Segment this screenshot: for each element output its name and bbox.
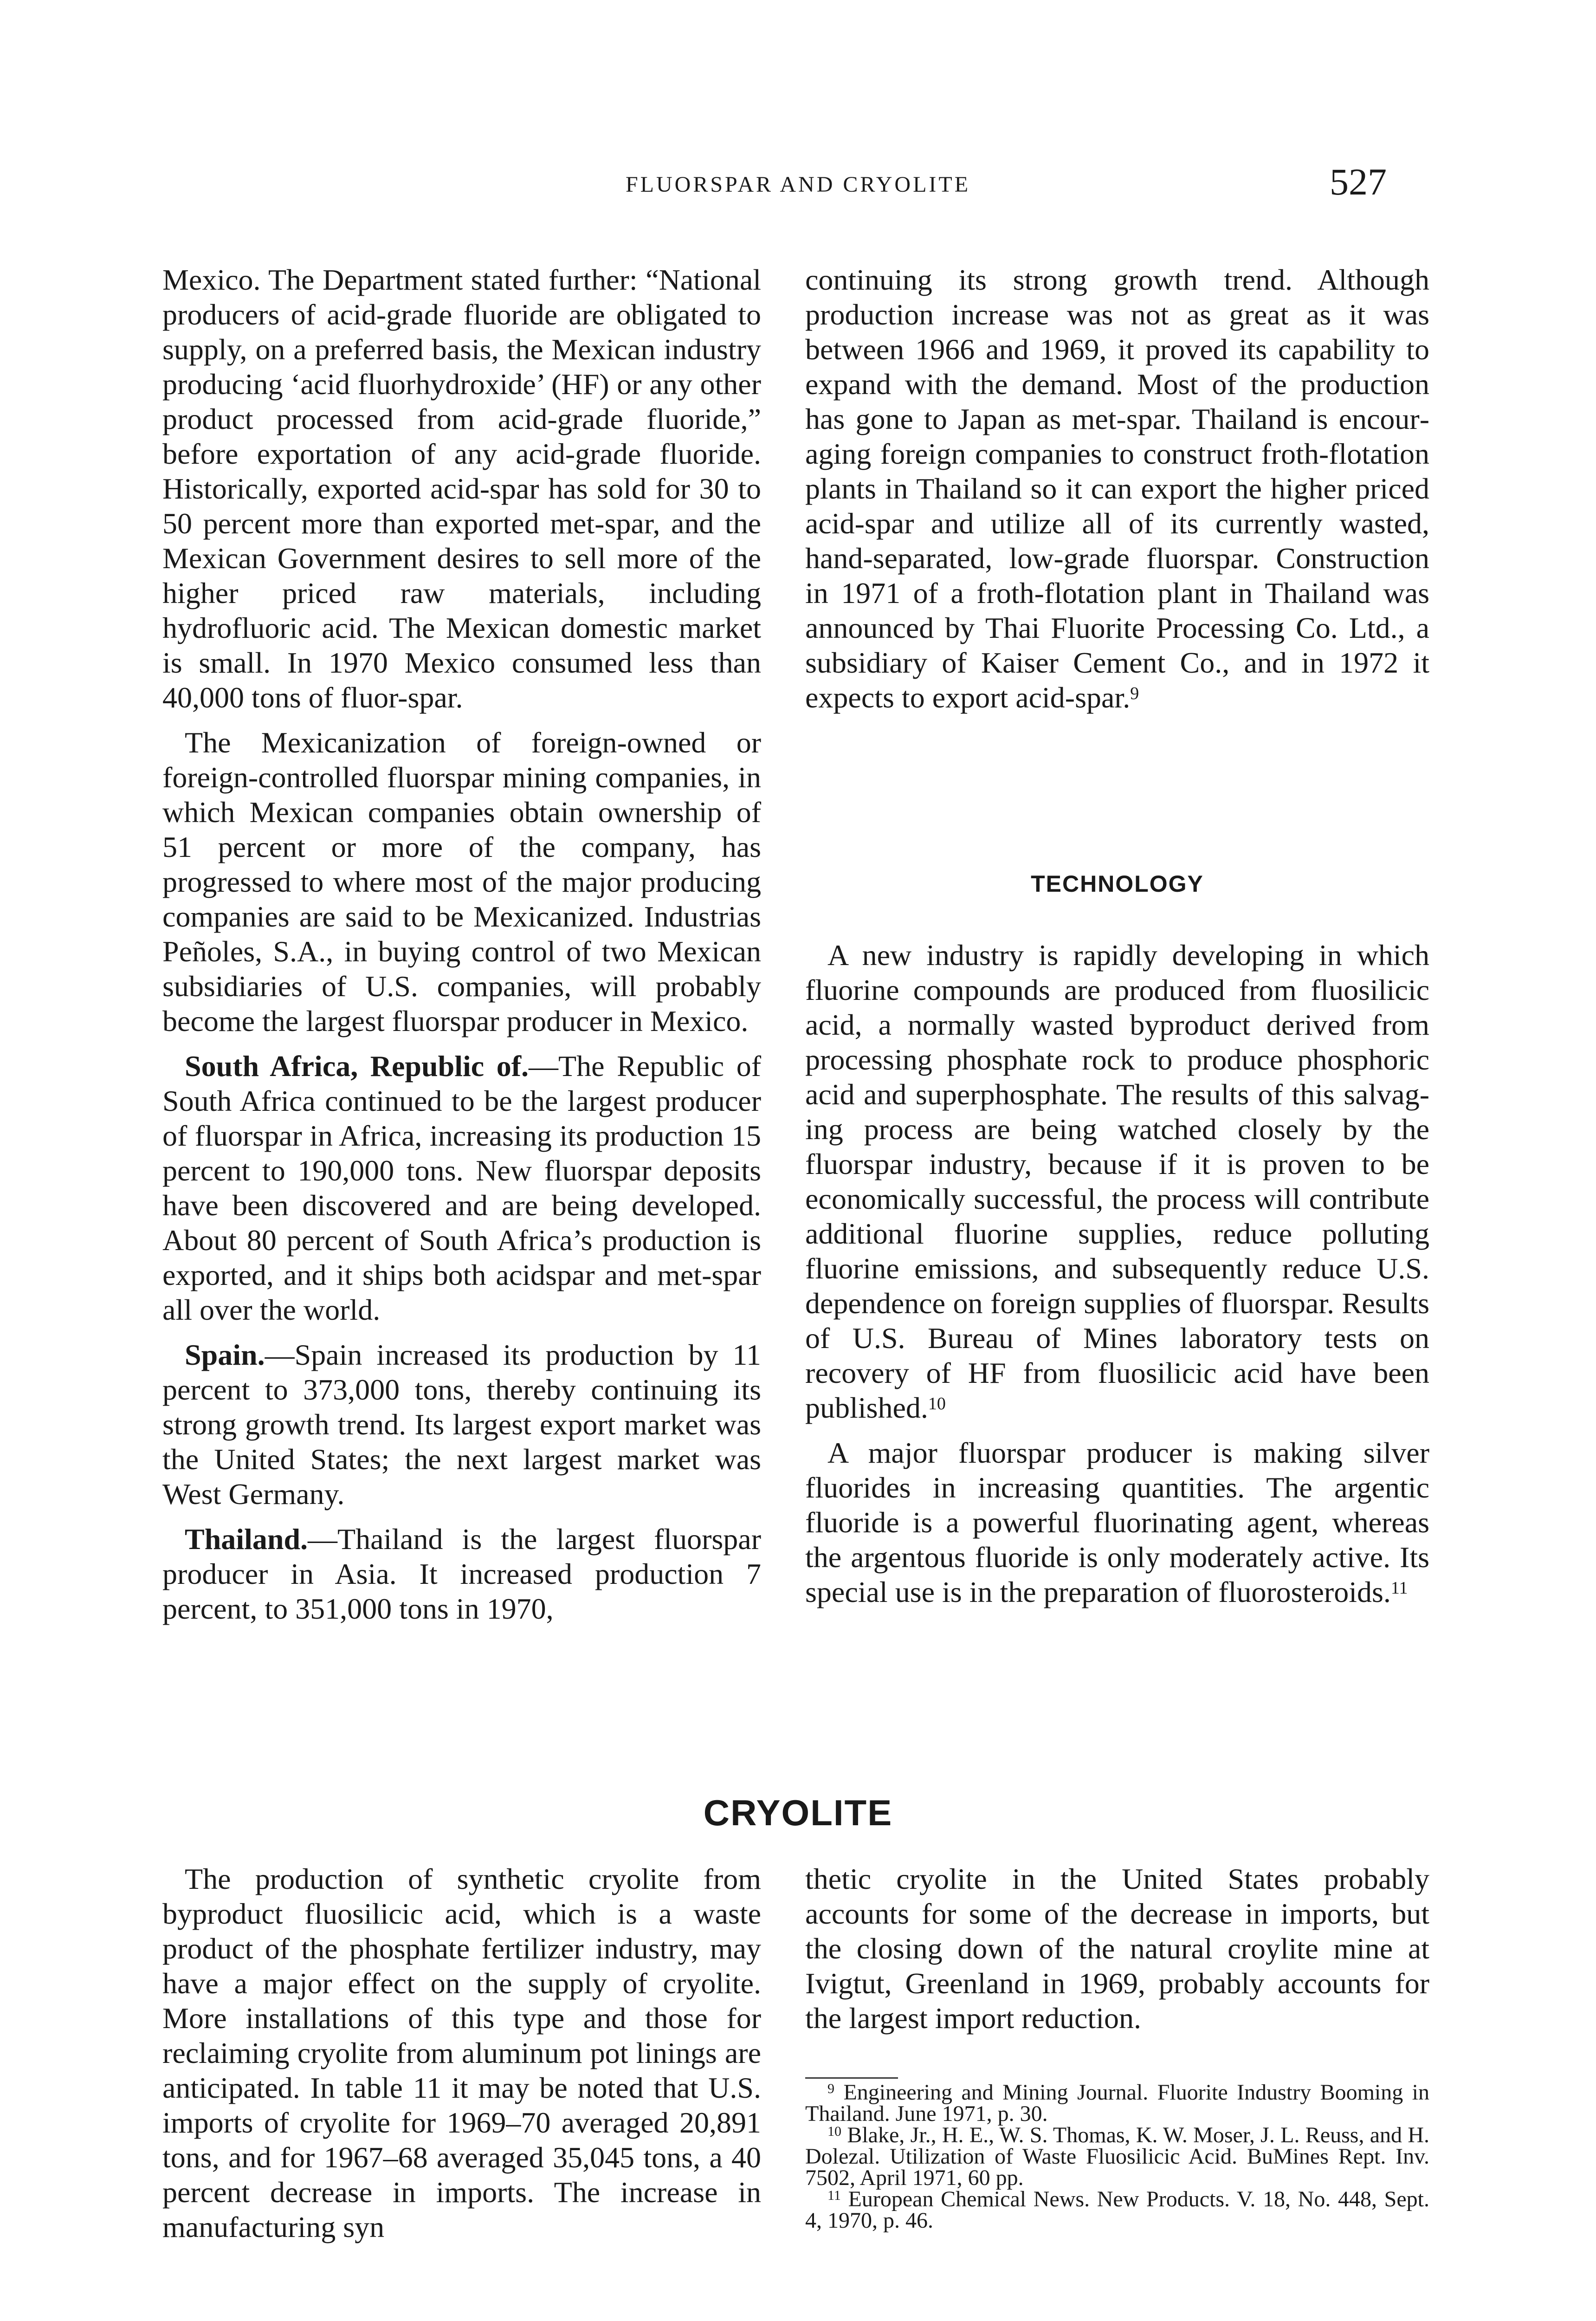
section-heading-technology: TECHNOLOGY	[1031, 871, 1204, 897]
paragraph-lead: South Africa, Republic of.	[185, 1050, 529, 1083]
left-column	[162, 262, 761, 1626]
paragraph	[805, 262, 1429, 715]
paragraph-text: A major fluorspar producer is making silver fluorides in increasing quantities. The argentic fluoride is a powerful fluorinating agent, whereas the argentous fluoride is only moderately active. Its special use is in the preparation of fluorosteroids.	[805, 1436, 1429, 1608]
running-head: FLUORSPAR AND CRYOLITE	[625, 172, 971, 197]
footnote-text: European Chemical News. New Products. V. 18, No. 448, Sept. 4, 1970, p. 46.	[805, 2187, 1430, 2233]
footnote-number: 9	[827, 2081, 834, 2096]
right-column	[805, 262, 1429, 715]
paragraph: thetic cryolite in the United States probably accounts for some of the decrease in imports, but the closing down of the natural croylite mine at Ivigtut, Greenland in 1969, probably accounts for the largest import reduction.	[805, 1862, 1429, 2035]
paragraph	[805, 938, 1429, 1425]
footnote-ref: 9	[1130, 684, 1139, 703]
paragraph	[162, 1522, 761, 1626]
footnote-ref: 11	[1390, 1578, 1408, 1598]
footnote-number: 10	[827, 2124, 841, 2139]
paragraph: The Mexicanization of foreign-owned or foreign-controlled fluorspar mining companies, in which Mexican companies obtain ownership of 51 percent or more of the company, has progressed to where most of the major producing companies are said to be Mexicanized. Industrias Peñoles, S.A., in buying control of two Mexican subsidiaries of U.S. companies, will probably become the largest fluorspar producer in Mexico.	[162, 726, 761, 1037]
paragraph-lead: Thailand.	[185, 1523, 308, 1556]
footnote-divider	[805, 2077, 898, 2079]
paragraph	[162, 1337, 761, 1511]
paragraph	[162, 1049, 761, 1327]
paragraph	[805, 1435, 1429, 1609]
page-number: 527	[1330, 161, 1387, 203]
paragraph-text: continuing its strong growth trend. Although production increase was not as great as it was between 1966 and 1969, it proved its capability to expand with the demand. Most of the production has gone to Japan as met-spar. Thailand is encouraging foreign companies to construct froth-flotation plants in Thailand so it can export the higher priced acid-spar and utilize all of its currently wasted, hand-separated, low-grade fluorspar. Construction in 1971 of a froth-flotation plant in Thailand was announced by Thai Fluorite Processing Co. Ltd., a subsidiary of Kaiser Cement Co., and in 1972 it expects to export acid-spar.	[805, 263, 1429, 714]
paragraph: Mexico. The Department stated further: “National producers of acid-grade fluoride are obligated to supply, on a preferred basis, the Mexican industry producing ‘acid fluorhydroxide’ (HF) or any other product processed from acid-grade fluoride,” before exportation of any acid-grade fluoride. Historically, exported acid-spar has sold for 30 to 50 percent more than exported met-spar, and the Mexican Government desires to sell more of the higher priced raw materials, including hydrofluoric acid. The Mexican domestic market is small. In 1970 Mexico consumed less than 40,000 tons of fluor-spar.	[162, 263, 761, 714]
paragraph-text: A new industry is rapidly developing in which fluorine compounds are produced from fluosilicic acid, a normally wasted byproduct derived from processing phosphate rock to produce phosphoric acid and superphosphate. The results of this salvaging process are being watched closely by the fluorspar industry, because if it is proven to be economically successful, the process will contribute additional fluorine supplies, reduce polluting fluorine emissions, and subsequently reduce U.S. dependence on foreign supplies of fluorspar. Results of U.S. Bureau of Mines laboratory tests on recovery of HF from fluosilicic acid have been published.	[805, 939, 1429, 1424]
footnote-text: Engineering and Mining Journal. Fluorite Industry Booming in Thailand. June 1971, p. 30.	[805, 2080, 1430, 2126]
paragraph-text: —Thailand is the largest fluorspar producer in Asia. It increased production 7 percent, to 351,000 tons in 1970,	[162, 1523, 761, 1625]
footnote-number: 11	[827, 2188, 841, 2203]
footnote	[805, 2189, 1429, 2231]
paragraph-lead: Spain.	[185, 1338, 265, 1371]
section-heading-cryolite: CRYOLITE	[703, 1792, 893, 1833]
footnotes	[805, 2082, 1429, 2231]
paragraph-text: —Spain increased its production by 11 percent to 373,000 tons, thereby continuing its strong growth trend. Its largest export market was the United States; the next largest market was West Germany.	[162, 1338, 761, 1511]
footnote-text: Blake, Jr., H. E., W. S. Thomas, K. W. Moser, J. L. Reuss, and H. Dolezal. Utilization of Waste Fluosilicic Acid. BuMines Rept. Inv. 7502, April 1971, 60 pp.	[805, 2123, 1430, 2190]
technology-body	[805, 938, 1429, 1609]
cryolite-right-column	[805, 1861, 1429, 2036]
footnote-ref: 10	[928, 1394, 946, 1413]
paragraph: The production of synthetic cryolite from byproduct fluosilicic acid, which is a waste product of the phosphate fertilizer industry, may have a major effect on the supply of cryolite. More installations of this type and those for reclaiming cryolite from aluminum pot linings are anticipated. In table 11 it may be noted that U.S. imports of cryolite for 1969–70 averaged 20,891 tons, and for 1967–68 averaged 35,045 tons, a 40 percent decrease in imports. The increase in manufacturing syn	[162, 1862, 761, 2243]
cryolite-left-column	[162, 1861, 761, 2244]
footnote	[805, 2082, 1429, 2125]
footnote	[805, 2125, 1429, 2189]
paragraph-text: —The Republic of South Africa continued to be the largest producer of fluorspar in Africa, increasing its production 15 percent to 190,000 tons. New fluorspar deposits have been discovered and are being developed. About 80 percent of South Africa’s production is exported, and it ships both acidspar and met-spar all over the world.	[162, 1050, 762, 1326]
